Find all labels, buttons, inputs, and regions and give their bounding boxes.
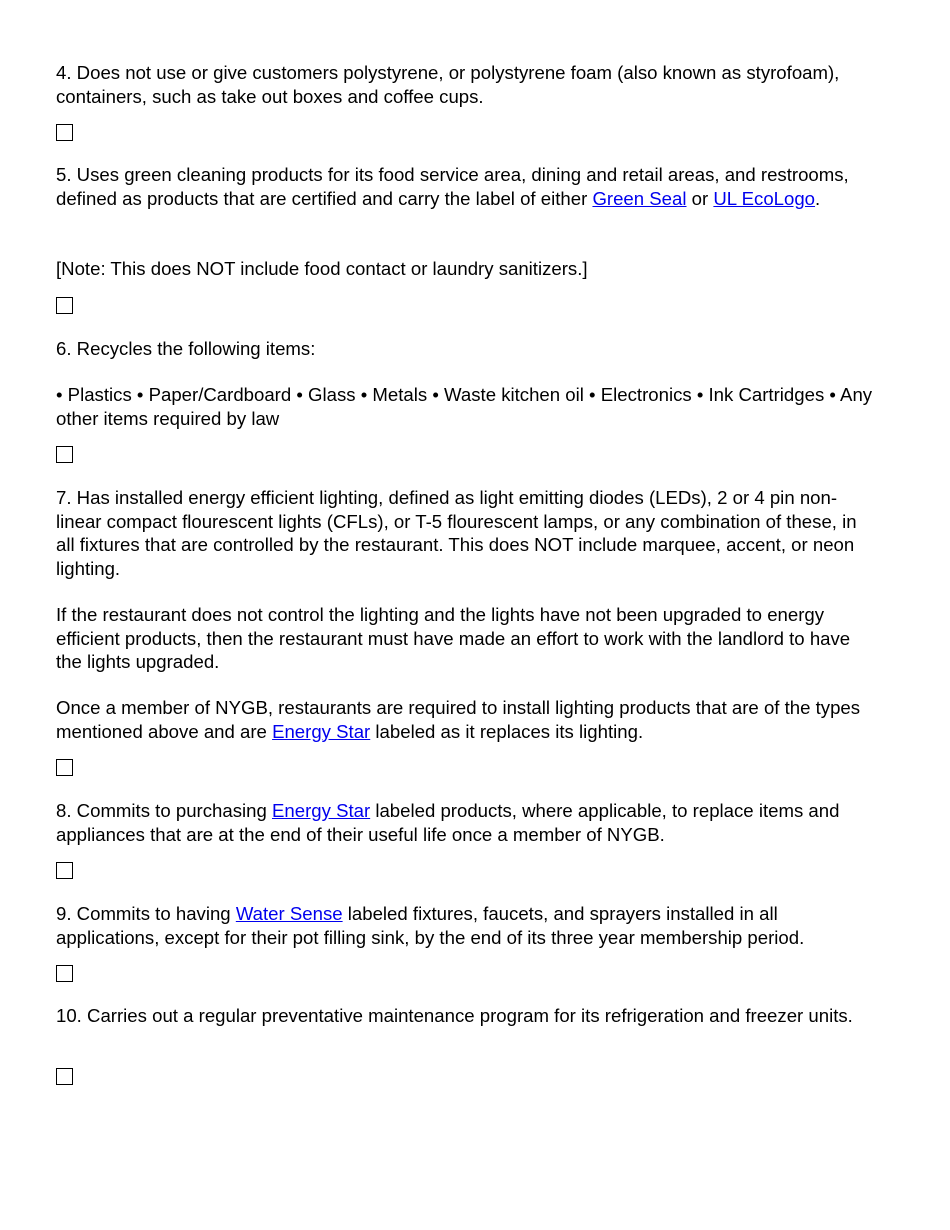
item-5-text: 5. Uses green cleaning products for its food service area, dining and retail areas, and restrooms, defined as products that are certified and carry the label of either Green Seal or UL EcoLogo. xyxy=(56,164,849,209)
item-7-checkbox[interactable] xyxy=(56,759,73,776)
item-8-text: 8. Commits to purchasing Energy Star labeled products, where applicable, to replace items and appliances that are at the end of their useful life once a member of NYGB. xyxy=(56,800,840,845)
item-7-paragraph-2: If the restaurant does not control the lighting and the lights have not been upgraded to energy efficient products, then the restaurant must have made an effort to work with the landlord to have the lights upgraded. xyxy=(56,604,851,672)
item-6-recycle-list: • Plastics • Paper/Cardboard • Glass • Metals • Waste kitchen oil • Electronics • Ink Cartridges • Any other items required by law xyxy=(56,384,873,429)
item-4-checkbox[interactable] xyxy=(56,124,73,141)
item-10-checkbox[interactable] xyxy=(56,1068,73,1085)
item-5-checkbox[interactable] xyxy=(56,297,73,314)
item-6-checkbox[interactable] xyxy=(56,446,73,463)
green-seal-link[interactable]: Green Seal xyxy=(592,187,687,209)
item-10-text: 10. Carries out a regular preventative maintenance program for its refrigeration and freezer units. xyxy=(56,1005,853,1026)
item-9-checkbox[interactable] xyxy=(56,965,73,982)
energy-star-link[interactable]: Energy Star xyxy=(271,800,371,821)
item-4-text: 4. Does not use or give customers polystyrene, or polystyrene foam (also known as styrofoam), containers, such as take out boxes and coffee cups. xyxy=(56,62,840,107)
item-7-paragraph-1: 7. Has installed energy efficient lighting, defined as light emitting diodes (LEDs), 2 or 4 pin non-linear compact flourescent lights (CFLs), or T-5 flourescent lamps, or any combination of these, in all fixtures that are controlled by the restaurant. This does NOT include marquee, accent, or neon lighting. xyxy=(56,487,857,579)
item-6-text: 6. Recycles the following items: xyxy=(56,338,316,359)
item-8-checkbox[interactable] xyxy=(56,862,73,879)
item-7-paragraph-3: Once a member of NYGB, restaurants are required to install lighting products that are of the types mentioned above and are Energy Star labeled as it replaces its lighting. xyxy=(56,697,861,742)
water-sense-link[interactable]: Water Sense xyxy=(235,903,343,924)
item-9-text: 9. Commits to having Water Sense labeled fixtures, faucets, and sprayers installed in all applications, except for their pot filling sink, by the end of its three year membership period. xyxy=(56,903,805,948)
item-5-note: [Note: This does NOT include food contact or laundry sanitizers.] xyxy=(56,258,588,279)
ul-ecologo-link[interactable]: UL EcoLogo xyxy=(713,187,816,209)
energy-star-link[interactable]: Energy Star xyxy=(272,720,371,742)
